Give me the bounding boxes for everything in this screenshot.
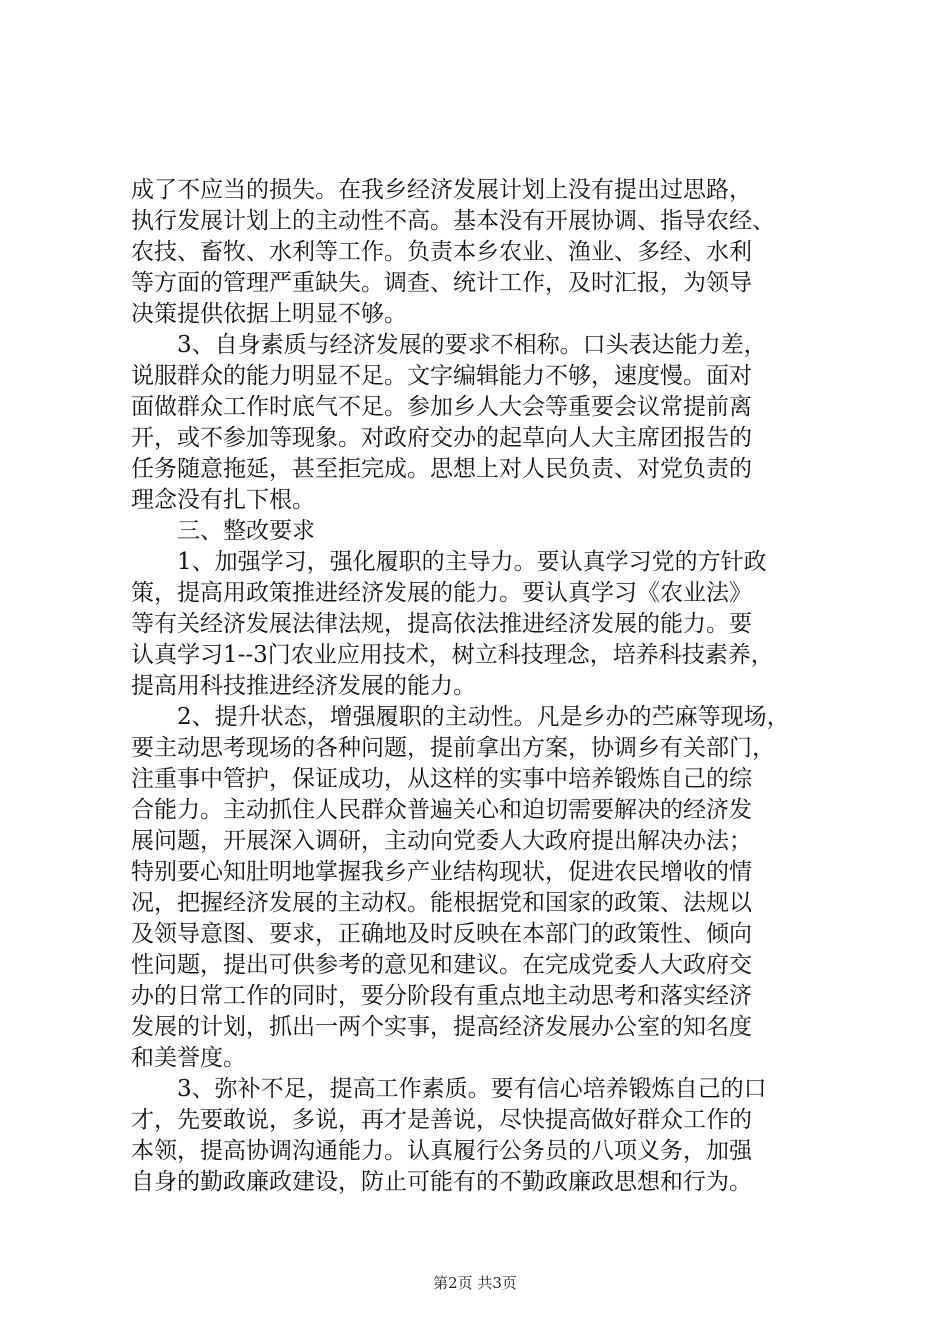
text-line: 等方面的管理严重缺失。调查、统计工作，及时汇报，为领导 <box>131 270 752 296</box>
text-line: 本领，提高协调沟通能力。认真履行公务员的八项义务，加强 <box>131 1138 752 1164</box>
text-line: 要主动思考现场的各种问题，提前拿出方案，协调乡有关部门， <box>131 735 775 761</box>
text-line: 展问题，开展深入调研，主动向党委人大政府提出解决办法； <box>131 828 752 854</box>
text-line: 特别要心知肚明地掌握我乡产业结构现状，促进农民增收的情 <box>131 859 752 885</box>
text-line: 自身的勤政廉政建设，防止可能有的不勤政廉政思想和行为。 <box>131 1169 752 1195</box>
text-line: 说服群众的能力明显不足。文字编辑能力不够，速度慢。面对 <box>131 363 752 389</box>
text-line: 认真学习1--3门农业应用技术，树立科技理念，培养科技素养， <box>131 642 774 668</box>
text-line: 提高用科技推进经济发展的能力。 <box>131 673 476 699</box>
text-line: 决策提供依据上明显不够。 <box>131 301 407 327</box>
text-line: 任务随意拖延，甚至拒完成。思想上对人民负责、对党负责的 <box>131 456 752 482</box>
text-line: 2、提升状态，增强履职的主动性。凡是乡办的苎麻等现场， <box>131 704 790 730</box>
text-line: 等有关经济发展法律法规，提高依法推进经济发展的能力。要 <box>131 611 752 637</box>
text-line: 合能力。主动抓住人民群众普遍关心和迫切需要解决的经济发 <box>131 797 752 823</box>
document-body <box>131 175 821 1198</box>
text-line: 策，提高用政策推进经济发展的能力。要认真学习《农业法》 <box>131 580 752 606</box>
text-line: 成了不应当的损失。在我乡经济发展计划上没有提出过思路， <box>131 177 752 203</box>
text-line: 面做群众工作时底气不足。参加乡人大会等重要会议常提前离 <box>131 394 752 420</box>
text-line: 开，或不参加等现象。对政府交办的起草向人大主席团报告的 <box>131 425 752 451</box>
text-line: 况，把握经济发展的主动权。能根据党和国家的政策、法规以 <box>131 890 752 916</box>
text-line: 注重事中管护，保证成功，从这样的实事中培养锻炼自己的综 <box>131 766 752 792</box>
page-footer: 第2页 共3页 <box>433 1274 517 1292</box>
text-line: 及领导意图、要求，正确地及时反映在本部门的政策性、倾向 <box>131 921 752 947</box>
text-line: 3、自身素质与经济发展的要求不相称。口头表达能力差， <box>131 332 767 358</box>
text-line: 执行发展计划上的主动性不高。基本没有开展协调、指导农经、 <box>131 208 775 234</box>
text-line: 才，先要敢说，多说，再才是善说，尽快提高做好群众工作的 <box>131 1107 752 1133</box>
text-line: 3、弥补不足，提高工作素质。要有信心培养锻炼自己的口 <box>131 1076 767 1102</box>
text-line: 发展的计划，抓出一两个实事，提高经济发展办公室的知名度 <box>131 1014 752 1040</box>
text-line: 农技、畜牧、水利等工作。负责本乡农业、渔业、多经、水利 <box>131 239 752 265</box>
text-line: 1、加强学习，强化履职的主导力。要认真学习党的方针政 <box>131 549 767 575</box>
text-line: 和美誉度。 <box>131 1045 246 1071</box>
text-line: 三、整改要求 <box>131 518 315 544</box>
text-line: 办的日常工作的同时，要分阶段有重点地主动思考和落实经济 <box>131 983 752 1009</box>
text-line: 性问题，提出可供参考的意见和建议。在完成党委人大政府交 <box>131 952 752 978</box>
text-line: 理念没有扎下根。 <box>131 487 315 513</box>
